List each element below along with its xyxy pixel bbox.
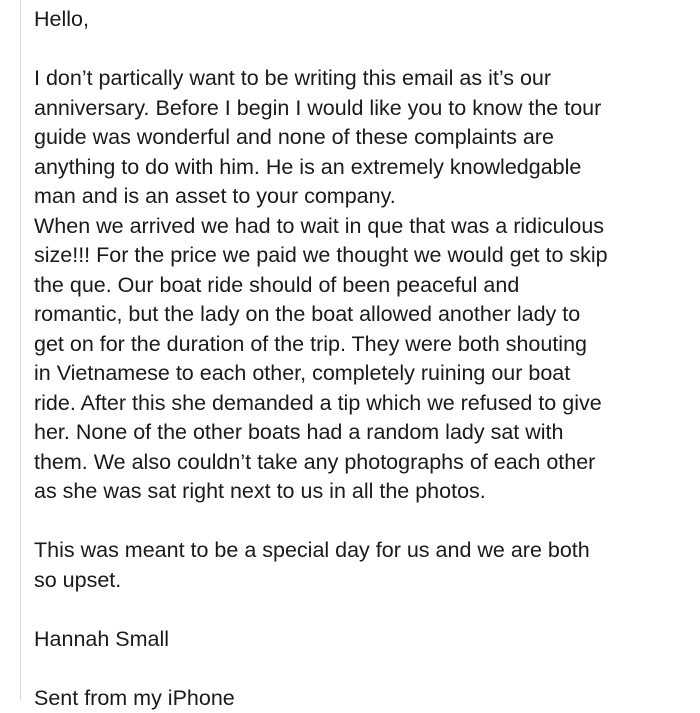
email-footer: Sent from my iPhone	[34, 684, 694, 713]
paragraph-spacer	[34, 35, 694, 65]
email-paragraph-closing: This was meant to be a special day for us and we are both so upset.	[34, 536, 694, 595]
paragraph-spacer	[34, 507, 694, 537]
email-greeting: Hello,	[34, 5, 694, 35]
paragraph-spacer	[34, 654, 694, 684]
email-body	[34, 5, 694, 713]
quote-border	[20, 0, 21, 700]
email-signature: Hannah Small	[34, 625, 694, 655]
email-paragraph-complaint: I don’t partically want to be writing this email as it’s our anniversary. Before I begin I would like you to know the tour guide was wonderful and none of these complaints are anything to do with him. He is an extremely knowledgable man and is an asset to your company. When we arrived we had to wait in que that was a ridiculous size!!! For the price we paid we thought we would get to skip the que. Our boat ride should of been peaceful and romantic, but the lady on the boat allowed another lady to get on for the duration of the trip. They were both shouting in Vietnamese to each other, completely ruining our boat ride. After this she demanded a tip which we refused to give her. None of the other boats had a random lady sat with them. We also couldn’t take any photographs of each other as she was sat right next to us in all the photos.	[34, 64, 694, 507]
paragraph-spacer	[34, 595, 694, 625]
